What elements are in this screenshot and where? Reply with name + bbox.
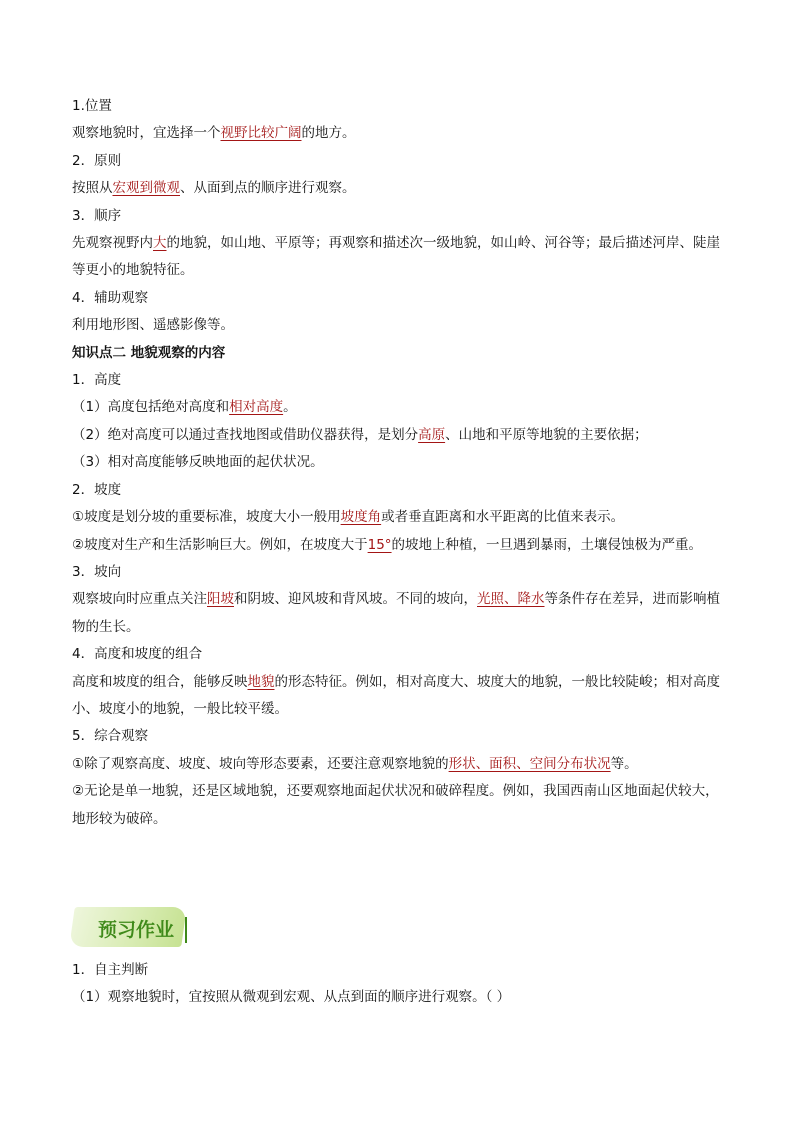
answer-blank: 相对高度 [229, 399, 284, 416]
list-item: ②无论是单一地貌，还是区域地貌，还要观察地面起伏状况和破碎程度。例如，我国西南山区地面起伏较大，地形较为破碎。 [72, 783, 719, 827]
paragraph-position: 观察地貌时，宜选择一个视野比较广阔的地方。 [72, 125, 356, 142]
list-item: ①除了观察高度、坡度、坡向等形态要素，还要注意观察地貌的形状、面积、空间分布状况等。 [72, 755, 638, 772]
section-heading-order: 3．顺序 [72, 207, 122, 224]
list-item: （3）相对高度能够反映地面的起伏状况。 [72, 454, 324, 471]
answer-blank: 光照、降水 [477, 591, 545, 608]
paragraph-aux: 利用地形图、遥感影像等。 [72, 317, 234, 334]
answer-blank: 阳坡 [207, 591, 234, 608]
section-heading-position: 1.位置 [72, 98, 112, 114]
answer-blank: 视野比较广阔 [220, 125, 302, 142]
answer-blank: 宏观到微观 [112, 180, 180, 197]
list-item: （2）绝对高度可以通过查找地图或借助仪器获得，是划分高原、山地和平原等地貌的主要依据； [72, 426, 648, 443]
section-heading-principle: 2．原则 [72, 152, 122, 169]
section-heading-aspect: 3．坡向 [72, 563, 122, 580]
list-item: ②坡度对生产和生活影响巨大。例如，在坡度大于15°的坡地上种植，一旦遇到暴雨，土壤侵蚀极为严重。 [72, 536, 703, 553]
homework-banner [72, 901, 732, 957]
answer-blank: 大 [153, 235, 167, 252]
answer-blank: 15° [367, 536, 392, 553]
list-item: （1）高度包括绝对高度和相对高度。 [72, 399, 297, 416]
answer-blank: 地貌 [247, 673, 275, 690]
list-item: ①坡度是划分坡的重要标准，坡度大小一般用坡度角或者垂直距离和水平距离的比值来表示。 [72, 509, 625, 526]
paragraph-order: 先观察视野内大的地貌，如山地、平原等；再观察和描述次一级地貌，如山岭、河谷等；最后描述河岸、陡崖等更小的地貌特征。 [72, 235, 720, 279]
document-content [72, 93, 732, 1012]
paragraph-principle: 按照从宏观到微观、从面到点的顺序进行观察。 [72, 180, 356, 197]
paragraph-combination: 高度和坡度的组合，能够反映地貌的形态特征。例如，相对高度大、坡度大的地貌，一般比较陡峻；相对高度小、坡度小的地貌，一般比较平缓。 [72, 673, 720, 717]
knowledge-point-title: 知识点二 地貌观察的内容 [72, 344, 226, 361]
section-heading-self-judge: 1．自主判断 [72, 961, 149, 978]
section-heading-height: 1．高度 [72, 372, 122, 389]
section-heading-slope: 2．坡度 [72, 481, 122, 498]
banner-bar [185, 917, 187, 943]
spacer [72, 833, 732, 901]
section-heading-aux: 4．辅助观察 [72, 289, 149, 306]
section-heading-comprehensive: 5．综合观察 [72, 728, 149, 745]
answer-blank: 形状、面积、空间分布状况 [448, 755, 611, 772]
banner-title: 预习作业 [98, 918, 175, 941]
section-heading-combination: 4．高度和坡度的组合 [72, 646, 203, 663]
question-item: （1）观察地貌时，宜按照从微观到宏观、从点到面的顺序进行观察。（ ） [72, 989, 511, 1006]
answer-blank: 高原 [418, 426, 446, 443]
paragraph-aspect: 观察坡向时应重点关注阳坡和阴坡、迎风坡和背风坡。不同的坡向，光照、降水等条件存在差异，进而影响植物的生长。 [72, 591, 720, 635]
answer-blank: 坡度角 [340, 509, 382, 526]
